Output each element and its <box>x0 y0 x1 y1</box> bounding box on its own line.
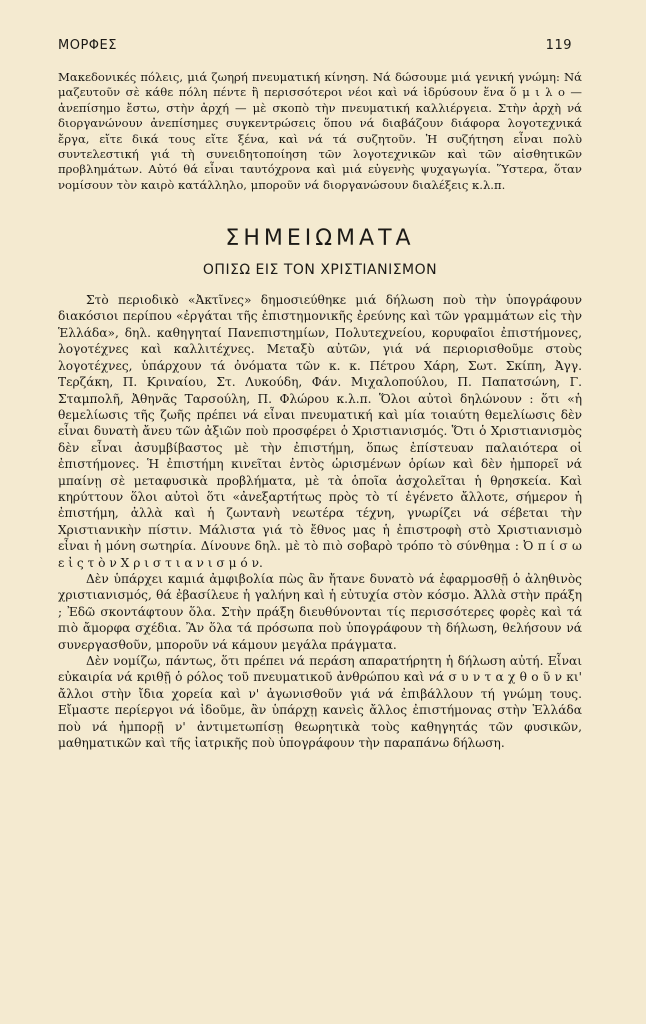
article-body <box>58 292 582 751</box>
page-body <box>58 70 582 751</box>
article-title: ΟΠΙΣΩ ΕΙΣ ΤΟΝ ΧΡΙΣΤΙΑΝΙΣΜΟΝ <box>202 261 438 278</box>
section-title: ΣΗΜΕΙΩΜΑΤΑ <box>225 226 415 252</box>
article-paragraph-2: Δὲν ὑπάρχει καμιά ἀμφιβολία πὼς ἂν ἤτανε δυνατὸ νά ἐφαρμοσθῇ ὁ ἀληθινὸς χριστιανισμός, θά ἐβασίλευε ἡ γαλήνη καὶ ἡ εὐτυχία στὸν κόσμο. Ἀλλὰ στὴν πράξη ; Ἐδῶ σκοντάφτουν ὅλα. Στὴν πράξη διευθύνονται τίς περισσότερες φορὲς καὶ τά πιὸ ἄμορφα σχέδια. Ἂν ὅλα τά πρόσωπα ποὺ ὑπογράφουν τὴ δήλωση, θελήσουν νά συνεργασθοῦν, μποροῦν νά κάμουν μεγάλα πράγματα. <box>58 571 582 652</box>
intro-paragraph: Μακεδονικές πόλεις, μιά ζωηρή πνευματική κίνηση. Νά δώσουμε μιά γενική γνώμη: Νά μαζευτοῦν σὲ κάθε πόλη πέντε ἢ περισσότεροι νέοι καὶ νά ἱδρύσουν ἕνα ὅ μ ι λ ο — ἀνεπίσημο ἔστω, στὴν ἀρχή — μὲ σκοπὸ τὴν πνευματική καλλιέργεια. Στὴν ἀρχὴ νά διοργανώνουν ἀνεπίσημες συγκεντρώσεις ὅπου νά διαβάζουν διάφορα λογοτεχνικά ἔργα, εἴτε δικά τους εἴτε ξένα, καὶ νά τά συζητοῦν. Ἡ συζήτηση εἶναι πολὺ συντελεστική γιά τὴ συνειδητοποίηση τῶν λογοτεχνικῶν καὶ τῶν αἰσθητικῶν προβλημάτων. Αὐτό θά εἶναι ταυτόχρονα καὶ μιά εὐγενὴς ψυχαγωγία. Ὕστερα, ὅταν νομίσουν τὸν καιρὸ κατάλληλο, μποροῦν νά διοργανώσουν διαλέξεις κ.λ.π. <box>58 70 582 192</box>
journal-title: ΜΟΡΦΕΣ <box>58 38 117 53</box>
running-header <box>58 38 572 60</box>
page-number: 119 <box>545 38 572 53</box>
article-paragraph-3: Δὲν νομίζω, πάντως, ὅτι πρέπει νά περάση απαρατήρητη ἡ δήλωση αὐτή. Εἶναι εὐκαιρία νά κριθῇ ὁ ρόλος τοῦ πνευματικοῦ ἀνθρώπου καὶ νά σ υ ν τ α χ θ ο ῦ ν κι' ἄλλοι στὴν ἴδια χορεία καὶ ν' ἀγωνισθοῦν γιά νά ἐπιβάλλουν τή γνώμη τους. Εἴμαστε περίεργοι νά ἰδοῦμε, ἂν ὑπάρχῃ κανεὶς ἄλλος ἐπιστήμονας στὴν Ἑλλάδα ποὺ νά ἠμπορῇ ν' ἀντιμετωπίσῃ θεωρητικὰ τοὺς καθηγητάς τῶν φυσικῶν, μαθηματικῶν καὶ τῆς ἰατρικῆς ποὺ ὑπογράφουν τὴν παραπάνω δήλωση. <box>58 654 582 751</box>
article-paragraph-1: Στὸ περιοδικὸ «Ἀκτῖνες» δημοσιεύθηκε μιά δήλωση ποὺ τὴν ὑπογράφουν διακόσιοι περίπου «ἐργάται τῆς ἐπιστημονικῆς ἐρεύνης καὶ τῶν γραμμάτων εἰς τὴν Ἑλλάδα», δηλ. καθηγηταί Πανεπιστημίων, Πολυτεχνείου, κορυφαῖοι ἐπιστήμονες, λογοτέχνες καὶ καλλιτέχνες. Μεταξὺ αὐτῶν, γιά νά περιορισθοῦμε στοὺς λογοτέχνες, ὑπάρχουν τά ὀνόματα τῶν κ. κ. Πέτρου Χάρη, Σωτ. Σκίπη, Ἀγγ. Τερζάκη, Π. Κριναίου, Στ. Λυκούδη, Φάν. Μιχαλοπούλου, Π. Παπατσώνη, Γ. Σταμπολῆ, Ἀθηνᾶς Ταρσούλη, Π. Φλώρου κ.λ.π. Ὅλοι αὐτοὶ δηλώνουν : ὅτι «ἡ θεμελίωσις τῆς ζωῆς πρέπει νά εἶναι πνευματική καὶ μία τοιαύτη θεμελίωσις δὲν εἶναι δυνατὴ ἄνευ τῶν ἀξιῶν ποὺ προσφέρει ὁ Χριστιανισμός. Ὅτι ὁ Χριστιανισμὸς δὲν εἶναι ἀσυμβίβαστος μὲ τὴν ἐπιστήμη, ὅπως ἐπίστευαν παλαιότερα οἱ ἐπιστήμονες. Ἡ ἐπιστήμη κινεῖται ἐντὸς ὡρισμένων ὁρίων καὶ δὲν ἠμπορεῖ νά μπαίνῃ σὲ μεταφυσικὰ προβλήματα, μὲ τὰ ὁποῖα ἀσχολεῖται ἡ θρησκεία. Καὶ κηρύττουν ὅλοι αὐτοὶ ὅτι «ἀνεξαρτήτως πρὸς τὸ τί ἐγένετο ἄλλοτε, σήμερον ἡ ἐπιστήμη, ἀλλὰ καὶ ἡ ζωντανὴ νεωτέρα τέχνη, γνωρίζει νά σέβεται τὴν Χριστιανικὴν πίστιν. Μάλιστα γιά τὸ ἔθνος μας ἡ ἐπιστροφὴ στὸ Χριστιανισμὸ εἶναι ἡ μόνη σωτηρία. Δίνουνε δηλ. μὲ τὸ πιὸ σοβαρὸ τρόπο τὸ σύνθημα : Ὀ π ί σ ω ε ἰ ς τ ὸ ν Χ ρ ι σ τ ι α ν ι σ μ ό ν. <box>58 293 582 570</box>
